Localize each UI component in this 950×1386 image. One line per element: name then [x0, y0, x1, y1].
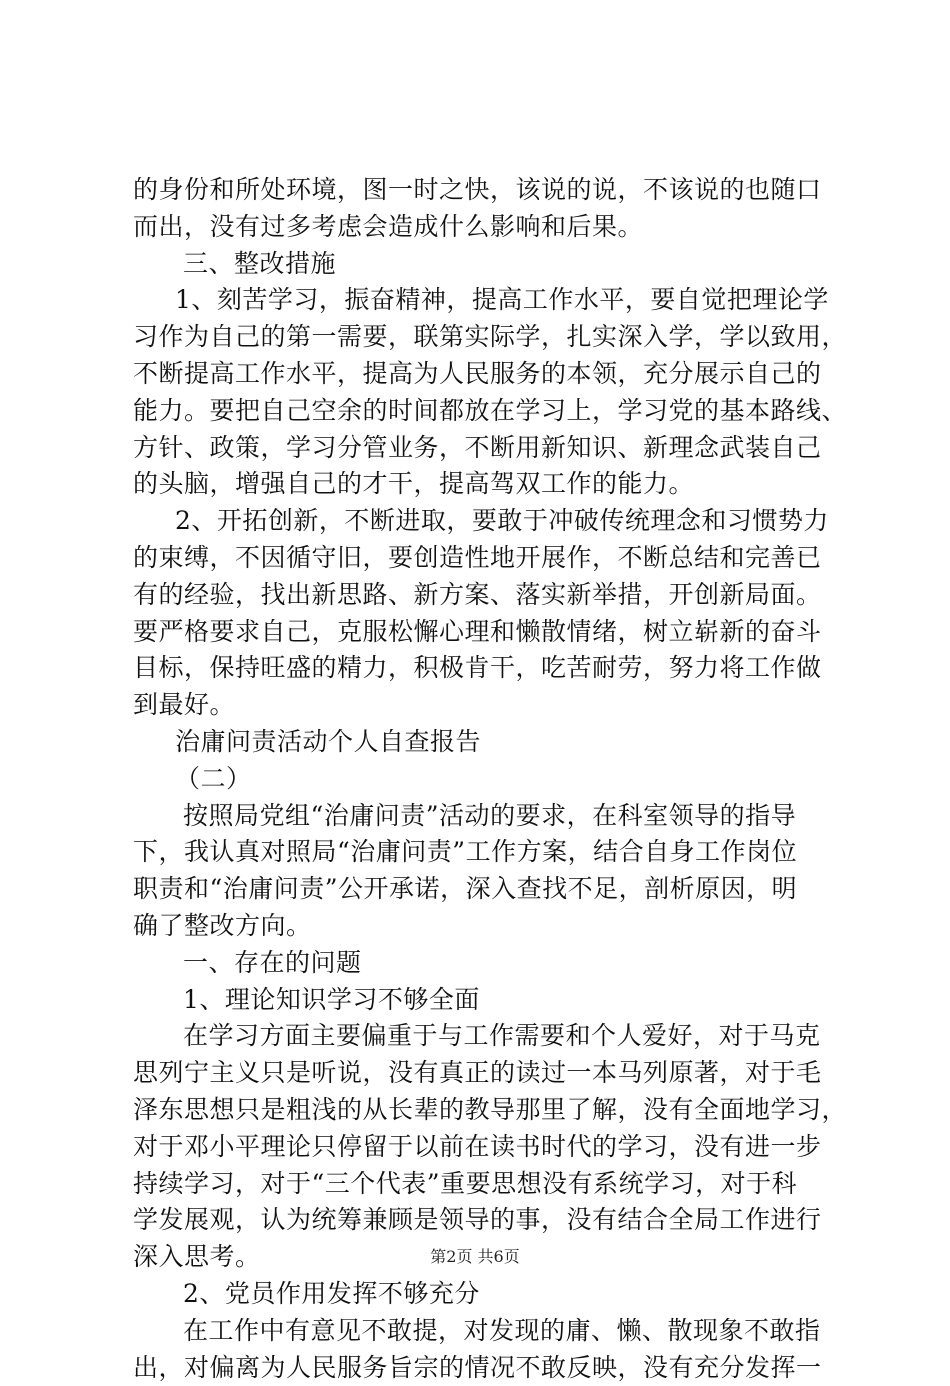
text-line: 的束缚，不因循守旧，要创造性地开展作，不断总结和完善已 — [133, 540, 833, 577]
text-line: 学发展观，认为统筹兼顾是领导的事，没有结合全局工作进行 — [133, 1202, 833, 1239]
page-footer: 第2页 共6页 — [0, 1244, 950, 1267]
text-line: 出，对偏离为人民服务旨宗的情况不敢反映，没有充分发挥一 — [133, 1350, 833, 1386]
text-line: 下，我认真对照局“治庸问责”工作方案，结合自身工作岗位 — [133, 834, 833, 871]
text-line: 1、刻苦学习，振奋精神，提高工作水平，要自觉把理论学 — [133, 282, 833, 319]
text-line: 的身份和所处环境，图一时之快，该说的说，不该说的也随口 — [133, 172, 833, 209]
text-line: 1、理论知识学习不够全面 — [133, 982, 833, 1019]
text-line: 到最好。 — [133, 687, 833, 724]
text-line: 要严格要求自己，克服松懈心理和懒散情绪，树立崭新的奋斗 — [133, 614, 833, 651]
text-line: 目标，保持旺盛的精力，积极肯干，吃苦耐劳，努力将工作做 — [133, 650, 833, 687]
text-line: 按照局党组“治庸问责”活动的要求，在科室领导的指导 — [133, 798, 833, 835]
document-body — [133, 172, 833, 1386]
text-line: 对于邓小平理论只停留于以前在读书时代的学习，没有进一步 — [133, 1129, 833, 1166]
text-line: 2、开拓创新，不断进取，要敢于冲破传统理念和习惯势力 — [133, 503, 833, 540]
text-line: 不断提高工作水平，提高为人民服务的本领，充分展示自己的 — [133, 356, 833, 393]
text-line: 能力。要把自己空余的时间都放在学习上，学习党的基本路线、 — [133, 393, 833, 430]
text-line: 一、存在的问题 — [133, 945, 833, 982]
text-line: 三、整改措施 — [133, 246, 833, 283]
text-line: 持续学习，对于“三个代表”重要思想没有系统学习，对于科 — [133, 1166, 833, 1203]
text-line: （二） — [133, 761, 833, 798]
text-line: 思列宁主义只是听说，没有真正的读过一本马列原著，对于毛 — [133, 1055, 833, 1092]
text-line: 在工作中有意见不敢提，对发现的庸、懒、散现象不敢指 — [133, 1313, 833, 1350]
text-line: 2、党员作用发挥不够充分 — [133, 1276, 833, 1313]
text-line: 深入思考。 — [133, 1239, 833, 1276]
text-line: 职责和“治庸问责”公开承诺，深入查找不足，剖析原因，明 — [133, 871, 833, 908]
text-line: 方针、政策，学习分管业务，不断用新知识、新理念武装自己 — [133, 430, 833, 467]
text-line: 治庸问责活动个人自查报告 — [133, 724, 833, 761]
text-line: 习作为自己的第一需要，联第实际学，扎实深入学，学以致用， — [133, 319, 833, 356]
text-line: 在学习方面主要偏重于与工作需要和个人爱好，对于马克 — [133, 1018, 833, 1055]
text-line: 泽东思想只是粗浅的从长辈的教导那里了解，没有全面地学习， — [133, 1092, 833, 1129]
text-line: 而出，没有过多考虑会造成什么影响和后果。 — [133, 209, 833, 246]
text-line: 的头脑，增强自己的才干，提高驾双工作的能力。 — [133, 466, 833, 503]
text-line: 确了整改方向。 — [133, 908, 833, 945]
text-line: 有的经验，找出新思路、新方案、落实新举措，开创新局面。 — [133, 577, 833, 614]
